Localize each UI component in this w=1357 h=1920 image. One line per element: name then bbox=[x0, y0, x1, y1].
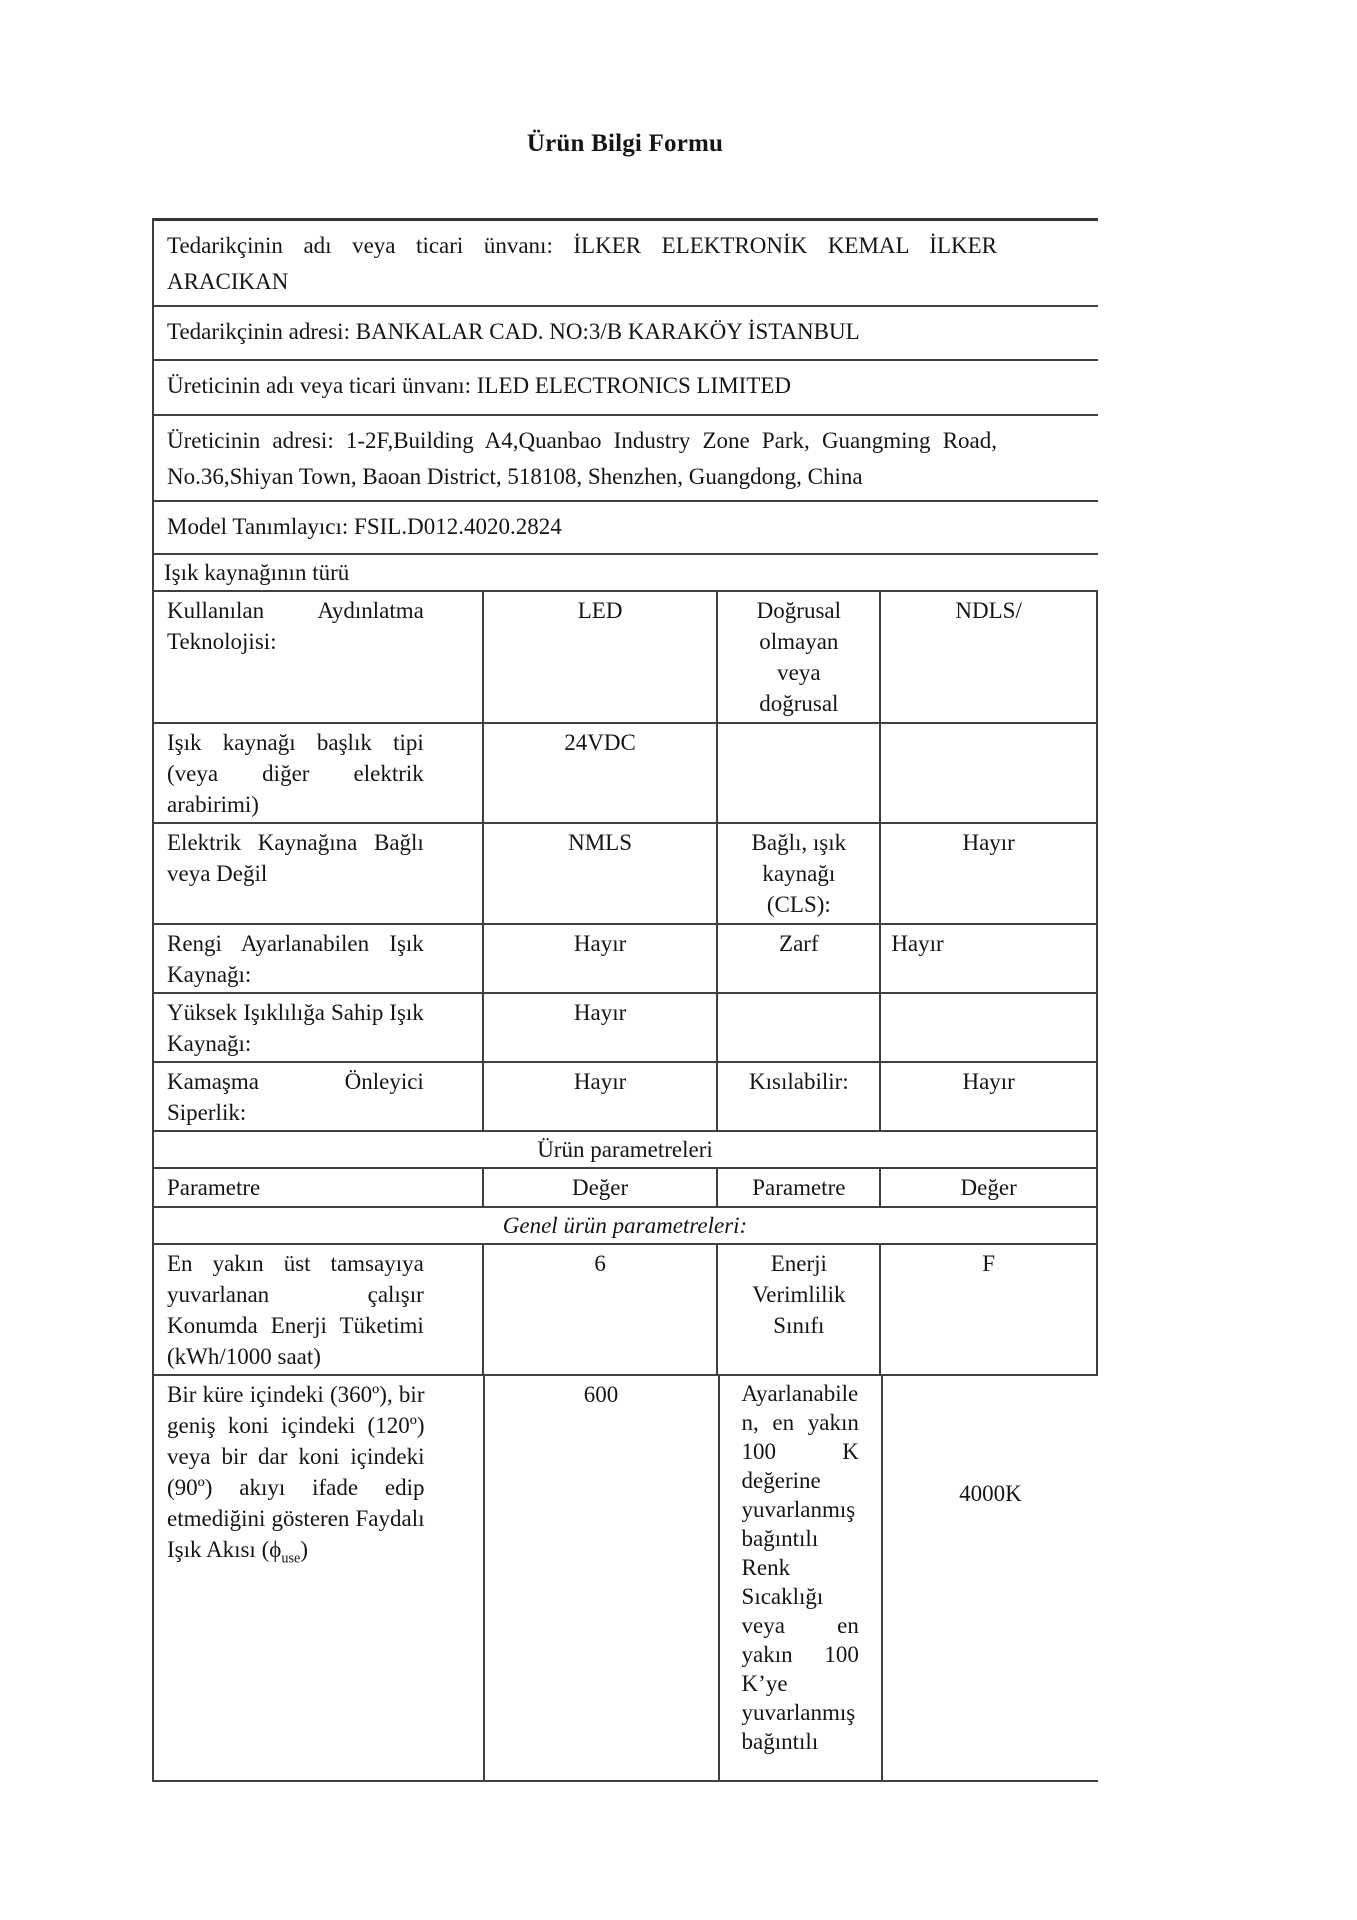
param-label: Kamaşma Önleyici Siperlik: bbox=[167, 1069, 424, 1125]
param-value-2: Hayır bbox=[879, 925, 1096, 992]
column-header-deger-1: Değer bbox=[482, 1169, 717, 1206]
parameters-column-header-row bbox=[154, 1167, 1098, 1206]
manufacturer-name-row bbox=[154, 359, 1098, 414]
table-row-high-luminance bbox=[154, 992, 1098, 1061]
param-value: Hayır bbox=[482, 925, 717, 992]
param-value-2: Hayır bbox=[879, 824, 1096, 923]
param-value: Hayır bbox=[482, 994, 717, 1061]
param-label-2: Kısılabilir: bbox=[716, 1063, 879, 1130]
column-header-parametre-2: Parametre bbox=[716, 1169, 879, 1206]
param-label: Yüksek Işıklılığa Sahip Işık Kaynağı: bbox=[167, 1000, 424, 1056]
manufacturer-name-text: Üreticinin adı veya ticari ünvanı: ILED ELECTRONICS LIMITED bbox=[167, 373, 792, 398]
param-value-2: F bbox=[879, 1245, 1096, 1374]
param-label: Rengi Ayarlanabilen Işık Kaynağı: bbox=[167, 931, 424, 987]
luminous-flux-label-text: Bir küre içindeki (360º), bir geniş koni içindeki (120º) veya bir dar koni içindeki (90º) akıyı ifade edip etmediğini gösteren Faydalı Işık Akısı (ϕ bbox=[167, 1382, 425, 1562]
table-row-lighting-technology bbox=[154, 590, 1098, 722]
param-value-2: NDLS/ bbox=[879, 592, 1096, 722]
column-header-deger-2: Değer bbox=[879, 1169, 1096, 1206]
param-value: 600 bbox=[483, 1376, 718, 1780]
table-row-cap-type bbox=[154, 722, 1098, 822]
table-row-useful-luminous-flux bbox=[154, 1374, 1098, 1782]
supplier-address-row bbox=[154, 305, 1098, 359]
param-label-2 bbox=[716, 724, 879, 822]
table-row-energy-consumption bbox=[154, 1243, 1098, 1374]
param-label: Kullanılan Aydınlatma Teknolojisi: bbox=[167, 598, 424, 654]
param-value-2 bbox=[879, 724, 1096, 822]
param-value: NMLS bbox=[482, 824, 717, 923]
param-label: Işık kaynağı başlık tipi (veya diğer elektrik arabirimi) bbox=[167, 730, 424, 817]
product-parameters-header: Ürün parametreleri bbox=[154, 1130, 1098, 1167]
param-value-2: Hayır bbox=[879, 1063, 1096, 1130]
param-label-luminous-flux bbox=[154, 1376, 483, 1780]
param-value: LED bbox=[482, 592, 717, 722]
table-row-colour-tunable bbox=[154, 923, 1098, 992]
page-title: Ürün Bilgi Formu bbox=[526, 130, 724, 157]
param-value-2: 4000K bbox=[881, 1376, 1098, 1780]
param-label-2: Ayarlanabilen, en yakın 100 K değerine yuvarlanmış bağıntılı Renk Sıcaklığı veya en yakın 100 K’ye yuvarlanmış bağıntılı bbox=[718, 1376, 881, 1780]
param-label-2: Bağlı, ışık kaynağı (CLS): bbox=[716, 824, 879, 923]
table-row-mains-connection bbox=[154, 822, 1098, 923]
supplier-name-row bbox=[154, 218, 1098, 305]
param-label: Elektrik Kaynağına Bağlı veya Değil bbox=[167, 830, 424, 886]
manufacturer-address-row bbox=[154, 414, 1098, 500]
param-label-2 bbox=[716, 994, 879, 1061]
param-label-2: Doğrusal olmayan veya doğrusal bbox=[716, 592, 879, 722]
product-info-table bbox=[152, 218, 1098, 1782]
column-header-parametre-1: Parametre bbox=[167, 1175, 261, 1200]
model-identifier-row bbox=[154, 500, 1098, 553]
supplier-name-text: Tedarikçinin adı veya ticari ünvanı: İLKER ELEKTRONİK KEMAL İLKER ARACIKAN bbox=[167, 233, 997, 294]
model-identifier-text: Model Tanımlayıcı: FSIL.D012.4020.2824 bbox=[167, 514, 562, 539]
param-value: Hayır bbox=[482, 1063, 717, 1130]
table-row-anti-glare bbox=[154, 1061, 1098, 1130]
luminous-flux-label-close: ) bbox=[300, 1537, 309, 1562]
param-value-2 bbox=[879, 994, 1096, 1061]
param-value: 6 bbox=[482, 1245, 717, 1374]
manufacturer-address-text: Üreticinin adresi: 1-2F,Building A4,Quanbao Industry Zone Park, Guangming Road, No.36,Shiyan Town, Baoan District, 518108, Shenzhen, Guangdong, China bbox=[167, 428, 997, 489]
phi-use-subscript: use bbox=[281, 1550, 301, 1567]
param-value: 24VDC bbox=[482, 724, 717, 822]
param-label: En yakın üst tamsayıya yuvarlanan çalışır Konumda Enerji Tüketimi (kWh/1000 saat) bbox=[167, 1251, 424, 1369]
supplier-address-text: Tedarikçinin adresi: BANKALAR CAD. NO:3/B KARAKÖY İSTANBUL bbox=[167, 319, 860, 344]
general-parameters-subheader: Genel ürün parametreleri: bbox=[154, 1206, 1098, 1243]
light-source-section-header: Işık kaynağının türü bbox=[154, 553, 1098, 590]
param-label-2: Zarf bbox=[716, 925, 879, 992]
param-label-2: Enerji Verimlilik Sınıfı bbox=[716, 1245, 879, 1374]
